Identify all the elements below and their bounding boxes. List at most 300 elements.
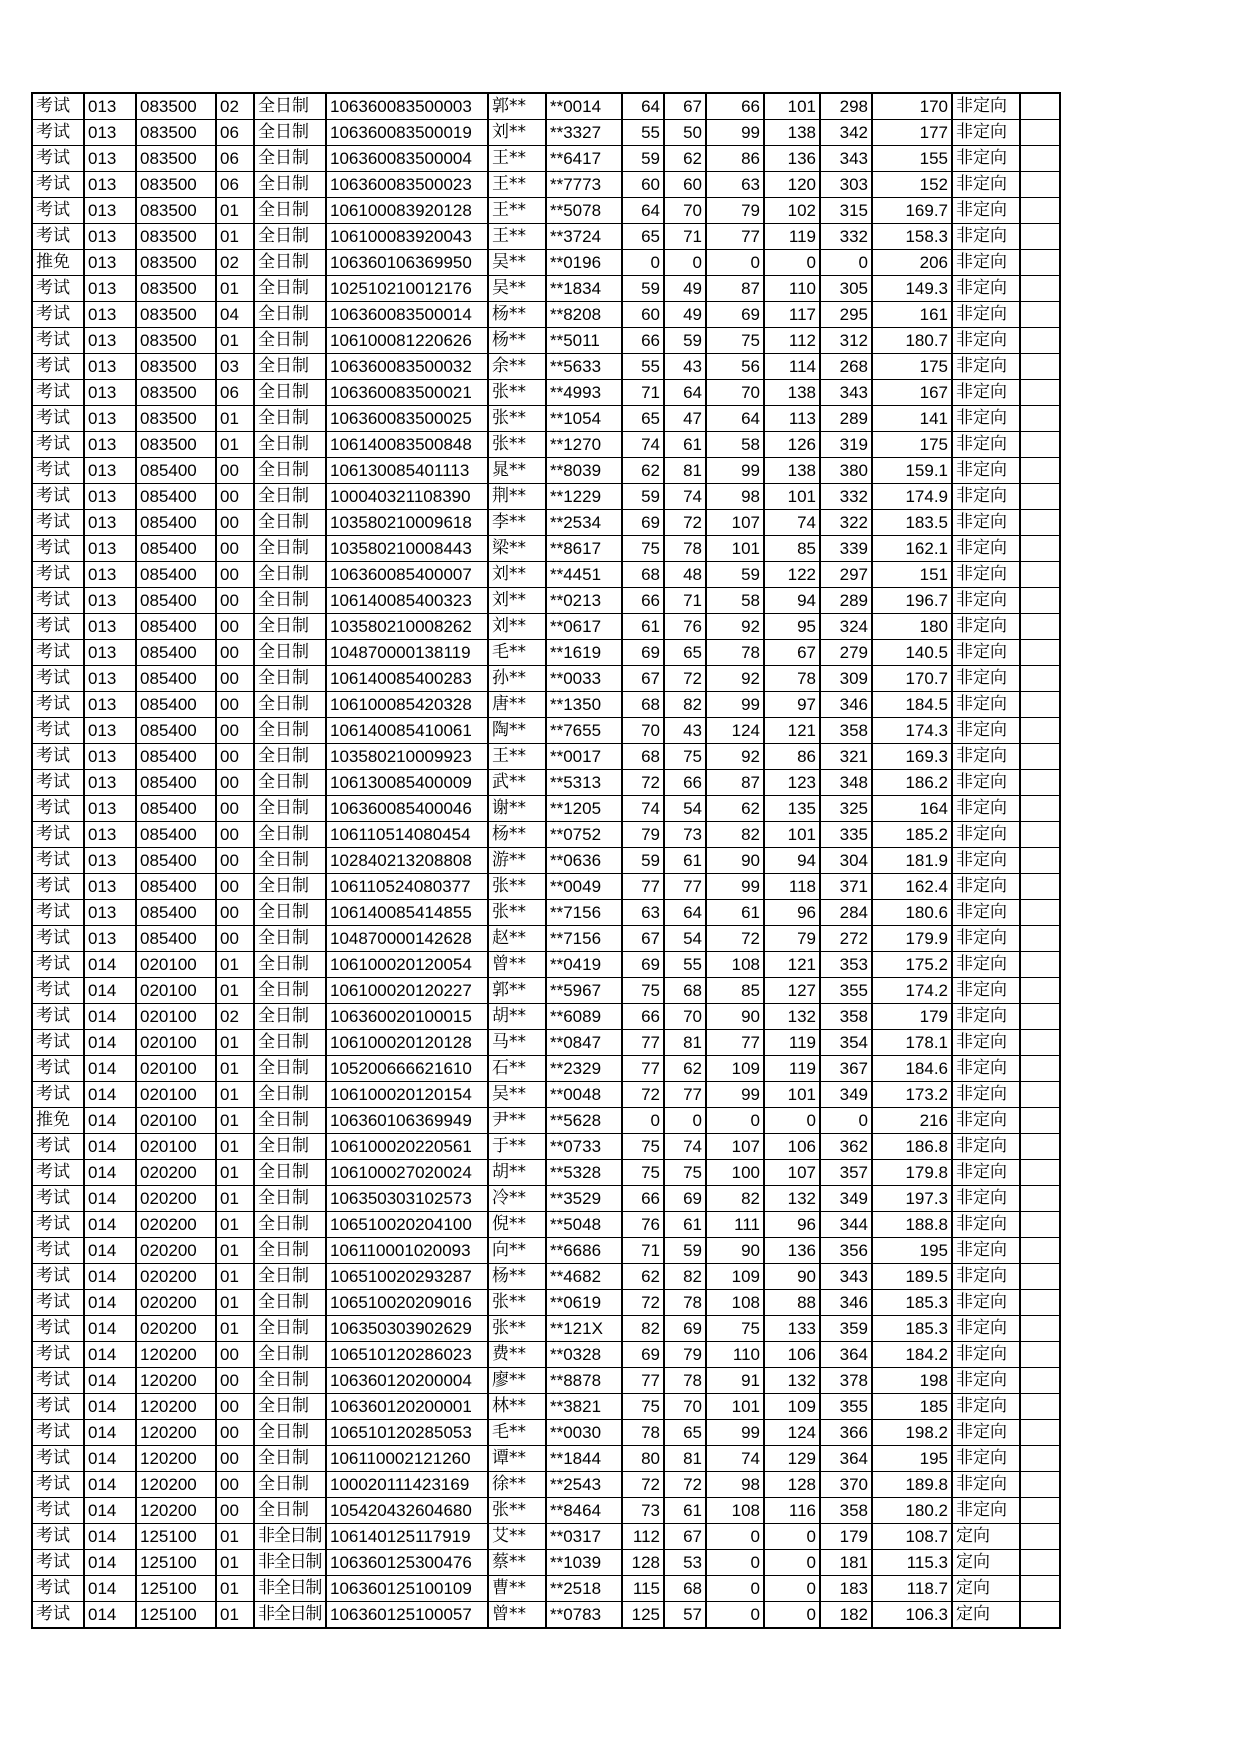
table-body: [32, 93, 1060, 1628]
study-mode-cell: 全日制: [254, 1082, 326, 1108]
exam-number-cell: 106360083500003: [326, 93, 488, 120]
subject-2-score-cell: 70: [664, 198, 706, 224]
candidate-name-cell: 张**: [488, 406, 546, 432]
candidate-name-cell: 游**: [488, 848, 546, 874]
initial-total-score-cell: 343: [820, 1264, 872, 1290]
research-direction-code-cell: 00: [216, 1446, 254, 1472]
table-row: [32, 1004, 1060, 1030]
table-row: [32, 1602, 1060, 1629]
subject-3-score-cell: 90: [706, 848, 764, 874]
subject-3-score-cell: 98: [706, 1472, 764, 1498]
subject-1-score-cell: 55: [622, 354, 664, 380]
remarks-cell: [1020, 250, 1060, 276]
id-number-cell: **3327: [546, 120, 622, 146]
admission-type-cell: 考试: [32, 614, 84, 640]
id-number-cell: **5048: [546, 1212, 622, 1238]
study-mode-cell: 全日制: [254, 198, 326, 224]
admission-type-cell: 考试: [32, 1472, 84, 1498]
orientation-type-cell: 非定向: [952, 1004, 1020, 1030]
id-number-cell: **0196: [546, 250, 622, 276]
college-code-cell: 013: [84, 614, 136, 640]
initial-total-score-cell: 362: [820, 1134, 872, 1160]
subject-1-score-cell: 59: [622, 848, 664, 874]
research-direction-code-cell: 02: [216, 250, 254, 276]
exam-number-cell: 104870000138119: [326, 640, 488, 666]
subject-3-score-cell: 75: [706, 328, 764, 354]
orientation-type-cell: 非定向: [952, 1160, 1020, 1186]
subject-3-score-cell: 58: [706, 588, 764, 614]
exam-number-cell: 106360085400046: [326, 796, 488, 822]
table-row: [32, 1472, 1060, 1498]
research-direction-code-cell: 00: [216, 1394, 254, 1420]
candidate-name-cell: 梁**: [488, 536, 546, 562]
research-direction-code-cell: 00: [216, 1420, 254, 1446]
candidate-name-cell: 徐**: [488, 1472, 546, 1498]
subject-3-score-cell: 66: [706, 93, 764, 120]
remarks-cell: [1020, 536, 1060, 562]
subject-3-score-cell: 99: [706, 1420, 764, 1446]
exam-number-cell: 106360125300476: [326, 1550, 488, 1576]
initial-total-score-cell: 319: [820, 432, 872, 458]
major-code-cell: 085400: [136, 588, 216, 614]
major-code-cell: 125100: [136, 1550, 216, 1576]
remarks-cell: [1020, 1316, 1060, 1342]
remarks-cell: [1020, 562, 1060, 588]
study-mode-cell: 全日制: [254, 1004, 326, 1030]
subject-4-score-cell: 127: [764, 978, 820, 1004]
initial-total-score-cell: 367: [820, 1056, 872, 1082]
initial-total-score-cell: 321: [820, 744, 872, 770]
candidate-name-cell: 胡**: [488, 1004, 546, 1030]
exam-number-cell: 106360120200004: [326, 1368, 488, 1394]
study-mode-cell: 全日制: [254, 1238, 326, 1264]
initial-total-score-cell: 325: [820, 796, 872, 822]
exam-number-cell: 106100027020024: [326, 1160, 488, 1186]
table-row: [32, 1134, 1060, 1160]
retest-score-cell: 152: [872, 172, 952, 198]
retest-score-cell: 115.3: [872, 1550, 952, 1576]
table-row: [32, 666, 1060, 692]
retest-score-cell: 185.3: [872, 1290, 952, 1316]
exam-number-cell: 103580210008262: [326, 614, 488, 640]
admission-type-cell: 考试: [32, 380, 84, 406]
retest-score-cell: 175.2: [872, 952, 952, 978]
retest-score-cell: 162.4: [872, 874, 952, 900]
major-code-cell: 125100: [136, 1576, 216, 1602]
subject-4-score-cell: 0: [764, 1524, 820, 1550]
admission-type-cell: 推免: [32, 250, 84, 276]
major-code-cell: 125100: [136, 1602, 216, 1629]
exam-number-cell: 106360083500025: [326, 406, 488, 432]
subject-3-score-cell: 90: [706, 1004, 764, 1030]
subject-1-score-cell: 67: [622, 666, 664, 692]
remarks-cell: [1020, 770, 1060, 796]
study-mode-cell: 全日制: [254, 770, 326, 796]
subject-2-score-cell: 74: [664, 484, 706, 510]
remarks-cell: [1020, 1134, 1060, 1160]
admission-type-cell: 考试: [32, 978, 84, 1004]
subject-2-score-cell: 79: [664, 1342, 706, 1368]
candidate-name-cell: 张**: [488, 1316, 546, 1342]
exam-number-cell: 106510020209016: [326, 1290, 488, 1316]
table-row: [32, 1342, 1060, 1368]
id-number-cell: **3821: [546, 1394, 622, 1420]
major-code-cell: 120200: [136, 1420, 216, 1446]
college-code-cell: 013: [84, 744, 136, 770]
admission-type-cell: 考试: [32, 640, 84, 666]
orientation-type-cell: 定向: [952, 1576, 1020, 1602]
subject-3-score-cell: 100: [706, 1160, 764, 1186]
orientation-type-cell: 非定向: [952, 718, 1020, 744]
subject-1-score-cell: 67: [622, 926, 664, 952]
initial-total-score-cell: 358: [820, 1498, 872, 1524]
remarks-cell: [1020, 614, 1060, 640]
subject-2-score-cell: 55: [664, 952, 706, 978]
orientation-type-cell: 非定向: [952, 198, 1020, 224]
candidate-name-cell: 刘**: [488, 562, 546, 588]
exam-number-cell: 106510120285053: [326, 1420, 488, 1446]
major-code-cell: 020200: [136, 1290, 216, 1316]
retest-score-cell: 188.8: [872, 1212, 952, 1238]
study-mode-cell: 全日制: [254, 1420, 326, 1446]
subject-4-score-cell: 94: [764, 588, 820, 614]
admission-type-cell: 考试: [32, 172, 84, 198]
subject-4-score-cell: 96: [764, 900, 820, 926]
candidate-name-cell: 廖**: [488, 1368, 546, 1394]
orientation-type-cell: 非定向: [952, 380, 1020, 406]
college-code-cell: 013: [84, 822, 136, 848]
subject-1-score-cell: 72: [622, 1082, 664, 1108]
id-number-cell: **7655: [546, 718, 622, 744]
subject-2-score-cell: 81: [664, 458, 706, 484]
college-code-cell: 014: [84, 1238, 136, 1264]
college-code-cell: 013: [84, 874, 136, 900]
admission-type-cell: 考试: [32, 1082, 84, 1108]
admission-type-cell: 考试: [32, 510, 84, 536]
retest-score-cell: 186.2: [872, 770, 952, 796]
table-row: [32, 1550, 1060, 1576]
major-code-cell: 085400: [136, 458, 216, 484]
initial-total-score-cell: 343: [820, 146, 872, 172]
subject-4-score-cell: 122: [764, 562, 820, 588]
college-code-cell: 013: [84, 93, 136, 120]
retest-score-cell: 195: [872, 1446, 952, 1472]
candidate-name-cell: 杨**: [488, 822, 546, 848]
subject-1-score-cell: 115: [622, 1576, 664, 1602]
remarks-cell: [1020, 1472, 1060, 1498]
research-direction-code-cell: 03: [216, 354, 254, 380]
subject-4-score-cell: 0: [764, 1550, 820, 1576]
initial-total-score-cell: 355: [820, 978, 872, 1004]
subject-3-score-cell: 111: [706, 1212, 764, 1238]
subject-4-score-cell: 120: [764, 172, 820, 198]
initial-total-score-cell: 355: [820, 1394, 872, 1420]
research-direction-code-cell: 00: [216, 1498, 254, 1524]
table-row: [32, 926, 1060, 952]
remarks-cell: [1020, 900, 1060, 926]
college-code-cell: 013: [84, 510, 136, 536]
subject-2-score-cell: 68: [664, 1576, 706, 1602]
remarks-cell: [1020, 172, 1060, 198]
table-row: [32, 93, 1060, 120]
study-mode-cell: 全日制: [254, 562, 326, 588]
remarks-cell: [1020, 926, 1060, 952]
major-code-cell: 020200: [136, 1160, 216, 1186]
subject-4-score-cell: 101: [764, 93, 820, 120]
admission-type-cell: 考试: [32, 328, 84, 354]
initial-total-score-cell: 371: [820, 874, 872, 900]
subject-1-score-cell: 66: [622, 328, 664, 354]
orientation-type-cell: 非定向: [952, 484, 1020, 510]
retest-score-cell: 108.7: [872, 1524, 952, 1550]
retest-score-cell: 185: [872, 1394, 952, 1420]
college-code-cell: 013: [84, 198, 136, 224]
research-direction-code-cell: 01: [216, 432, 254, 458]
id-number-cell: **1619: [546, 640, 622, 666]
initial-total-score-cell: 303: [820, 172, 872, 198]
admission-type-cell: 考试: [32, 744, 84, 770]
id-number-cell: **0049: [546, 874, 622, 900]
subject-2-score-cell: 75: [664, 744, 706, 770]
admission-type-cell: 考试: [32, 406, 84, 432]
subject-3-score-cell: 85: [706, 978, 764, 1004]
orientation-type-cell: 非定向: [952, 796, 1020, 822]
table-row: [32, 380, 1060, 406]
orientation-type-cell: 非定向: [952, 1290, 1020, 1316]
subject-1-score-cell: 82: [622, 1316, 664, 1342]
admission-type-cell: 考试: [32, 770, 84, 796]
initial-total-score-cell: 335: [820, 822, 872, 848]
orientation-type-cell: 非定向: [952, 978, 1020, 1004]
subject-4-score-cell: 133: [764, 1316, 820, 1342]
candidate-name-cell: 向**: [488, 1238, 546, 1264]
candidate-name-cell: 曾**: [488, 1602, 546, 1629]
admission-type-cell: 考试: [32, 1186, 84, 1212]
subject-3-score-cell: 87: [706, 770, 764, 796]
subject-4-score-cell: 78: [764, 666, 820, 692]
major-code-cell: 085400: [136, 874, 216, 900]
subject-4-score-cell: 128: [764, 1472, 820, 1498]
major-code-cell: 085400: [136, 666, 216, 692]
initial-total-score-cell: 0: [820, 1108, 872, 1134]
retest-score-cell: 179: [872, 1004, 952, 1030]
research-direction-code-cell: 02: [216, 1004, 254, 1030]
subject-1-score-cell: 75: [622, 536, 664, 562]
study-mode-cell: 全日制: [254, 1368, 326, 1394]
orientation-type-cell: 非定向: [952, 1420, 1020, 1446]
candidate-name-cell: 张**: [488, 1290, 546, 1316]
exam-number-cell: 106100020120054: [326, 952, 488, 978]
subject-4-score-cell: 0: [764, 1108, 820, 1134]
admission-type-cell: 考试: [32, 692, 84, 718]
study-mode-cell: 全日制: [254, 328, 326, 354]
major-code-cell: 120200: [136, 1368, 216, 1394]
research-direction-code-cell: 00: [216, 1472, 254, 1498]
college-code-cell: 014: [84, 1342, 136, 1368]
table-row: [32, 1368, 1060, 1394]
exam-number-cell: 106140085414855: [326, 900, 488, 926]
subject-1-score-cell: 78: [622, 1420, 664, 1446]
retest-score-cell: 175: [872, 432, 952, 458]
admission-type-cell: 考试: [32, 1420, 84, 1446]
retest-score-cell: 179.9: [872, 926, 952, 952]
admission-type-cell: 考试: [32, 1160, 84, 1186]
id-number-cell: **0017: [546, 744, 622, 770]
major-code-cell: 085400: [136, 614, 216, 640]
table-row: [32, 1082, 1060, 1108]
subject-1-score-cell: 64: [622, 198, 664, 224]
remarks-cell: [1020, 952, 1060, 978]
research-direction-code-cell: 01: [216, 1316, 254, 1342]
initial-total-score-cell: 289: [820, 588, 872, 614]
table-row: [32, 770, 1060, 796]
orientation-type-cell: 非定向: [952, 692, 1020, 718]
subject-4-score-cell: 88: [764, 1290, 820, 1316]
study-mode-cell: 全日制: [254, 146, 326, 172]
subject-4-score-cell: 113: [764, 406, 820, 432]
retest-score-cell: 183.5: [872, 510, 952, 536]
admission-type-cell: 考试: [32, 900, 84, 926]
candidate-name-cell: 毛**: [488, 640, 546, 666]
subject-1-score-cell: 68: [622, 744, 664, 770]
exam-number-cell: 106140085400323: [326, 588, 488, 614]
college-code-cell: 014: [84, 1212, 136, 1238]
exam-number-cell: 106360083500021: [326, 380, 488, 406]
exam-number-cell: 100020111423169: [326, 1472, 488, 1498]
id-number-cell: **2518: [546, 1576, 622, 1602]
retest-score-cell: 180: [872, 614, 952, 640]
subject-4-score-cell: 136: [764, 1238, 820, 1264]
exam-number-cell: 106100020220561: [326, 1134, 488, 1160]
major-code-cell: 020100: [136, 1134, 216, 1160]
initial-total-score-cell: 179: [820, 1524, 872, 1550]
admission-type-cell: 考试: [32, 848, 84, 874]
study-mode-cell: 全日制: [254, 276, 326, 302]
major-code-cell: 120200: [136, 1446, 216, 1472]
id-number-cell: **1844: [546, 1446, 622, 1472]
subject-4-score-cell: 0: [764, 250, 820, 276]
exam-number-cell: 106360083500023: [326, 172, 488, 198]
initial-total-score-cell: 349: [820, 1082, 872, 1108]
retest-score-cell: 158.3: [872, 224, 952, 250]
subject-4-score-cell: 109: [764, 1394, 820, 1420]
retest-score-cell: 195: [872, 1238, 952, 1264]
id-number-cell: **5011: [546, 328, 622, 354]
major-code-cell: 020100: [136, 1082, 216, 1108]
major-code-cell: 020100: [136, 1030, 216, 1056]
initial-total-score-cell: 358: [820, 718, 872, 744]
subject-3-score-cell: 90: [706, 1238, 764, 1264]
subject-2-score-cell: 54: [664, 796, 706, 822]
exam-number-cell: 106350303902629: [326, 1316, 488, 1342]
candidate-name-cell: 吴**: [488, 250, 546, 276]
table-row: [32, 198, 1060, 224]
remarks-cell: [1020, 93, 1060, 120]
exam-number-cell: 106110001020093: [326, 1238, 488, 1264]
id-number-cell: **0617: [546, 614, 622, 640]
table-row: [32, 172, 1060, 198]
exam-number-cell: 104870000142628: [326, 926, 488, 952]
orientation-type-cell: 定向: [952, 1602, 1020, 1629]
table-row: [32, 250, 1060, 276]
subject-4-score-cell: 116: [764, 1498, 820, 1524]
initial-total-score-cell: 0: [820, 250, 872, 276]
subject-4-score-cell: 95: [764, 614, 820, 640]
id-number-cell: **7773: [546, 172, 622, 198]
study-mode-cell: 全日制: [254, 952, 326, 978]
admission-type-cell: 考试: [32, 666, 84, 692]
subject-2-score-cell: 48: [664, 562, 706, 588]
table-row: [32, 120, 1060, 146]
college-code-cell: 013: [84, 770, 136, 796]
candidate-name-cell: 孙**: [488, 666, 546, 692]
college-code-cell: 014: [84, 1498, 136, 1524]
college-code-cell: 014: [84, 1082, 136, 1108]
table-row: [32, 640, 1060, 666]
subject-3-score-cell: 108: [706, 1498, 764, 1524]
exam-number-cell: 103580210009618: [326, 510, 488, 536]
admission-type-cell: 考试: [32, 120, 84, 146]
subject-4-score-cell: 97: [764, 692, 820, 718]
subject-1-score-cell: 59: [622, 276, 664, 302]
subject-1-score-cell: 60: [622, 302, 664, 328]
retest-score-cell: 174.9: [872, 484, 952, 510]
college-code-cell: 013: [84, 328, 136, 354]
admission-type-cell: 考试: [32, 1290, 84, 1316]
initial-total-score-cell: 305: [820, 276, 872, 302]
id-number-cell: **0752: [546, 822, 622, 848]
major-code-cell: 020200: [136, 1186, 216, 1212]
initial-total-score-cell: 378: [820, 1368, 872, 1394]
subject-4-score-cell: 94: [764, 848, 820, 874]
initial-total-score-cell: 344: [820, 1212, 872, 1238]
college-code-cell: 013: [84, 900, 136, 926]
major-code-cell: 020200: [136, 1264, 216, 1290]
subject-2-score-cell: 72: [664, 510, 706, 536]
orientation-type-cell: 非定向: [952, 1082, 1020, 1108]
admission-results-table: [31, 92, 1061, 1629]
remarks-cell: [1020, 224, 1060, 250]
major-code-cell: 120200: [136, 1472, 216, 1498]
research-direction-code-cell: 00: [216, 874, 254, 900]
admission-type-cell: 考试: [32, 302, 84, 328]
admission-type-cell: 考试: [32, 1394, 84, 1420]
table-row: [32, 146, 1060, 172]
retest-score-cell: 174.3: [872, 718, 952, 744]
major-code-cell: 083500: [136, 354, 216, 380]
college-code-cell: 014: [84, 1524, 136, 1550]
remarks-cell: [1020, 822, 1060, 848]
remarks-cell: [1020, 406, 1060, 432]
subject-2-score-cell: 61: [664, 848, 706, 874]
subject-3-score-cell: 79: [706, 198, 764, 224]
candidate-name-cell: 艾**: [488, 1524, 546, 1550]
research-direction-code-cell: 00: [216, 536, 254, 562]
subject-3-score-cell: 92: [706, 744, 764, 770]
retest-score-cell: 162.1: [872, 536, 952, 562]
remarks-cell: [1020, 1082, 1060, 1108]
initial-total-score-cell: 272: [820, 926, 872, 952]
id-number-cell: **0733: [546, 1134, 622, 1160]
subject-2-score-cell: 71: [664, 588, 706, 614]
subject-4-score-cell: 135: [764, 796, 820, 822]
research-direction-code-cell: 02: [216, 93, 254, 120]
candidate-name-cell: 曾**: [488, 952, 546, 978]
major-code-cell: 085400: [136, 796, 216, 822]
exam-number-cell: 106140085410061: [326, 718, 488, 744]
table-row: [32, 1030, 1060, 1056]
subject-4-score-cell: 101: [764, 1082, 820, 1108]
